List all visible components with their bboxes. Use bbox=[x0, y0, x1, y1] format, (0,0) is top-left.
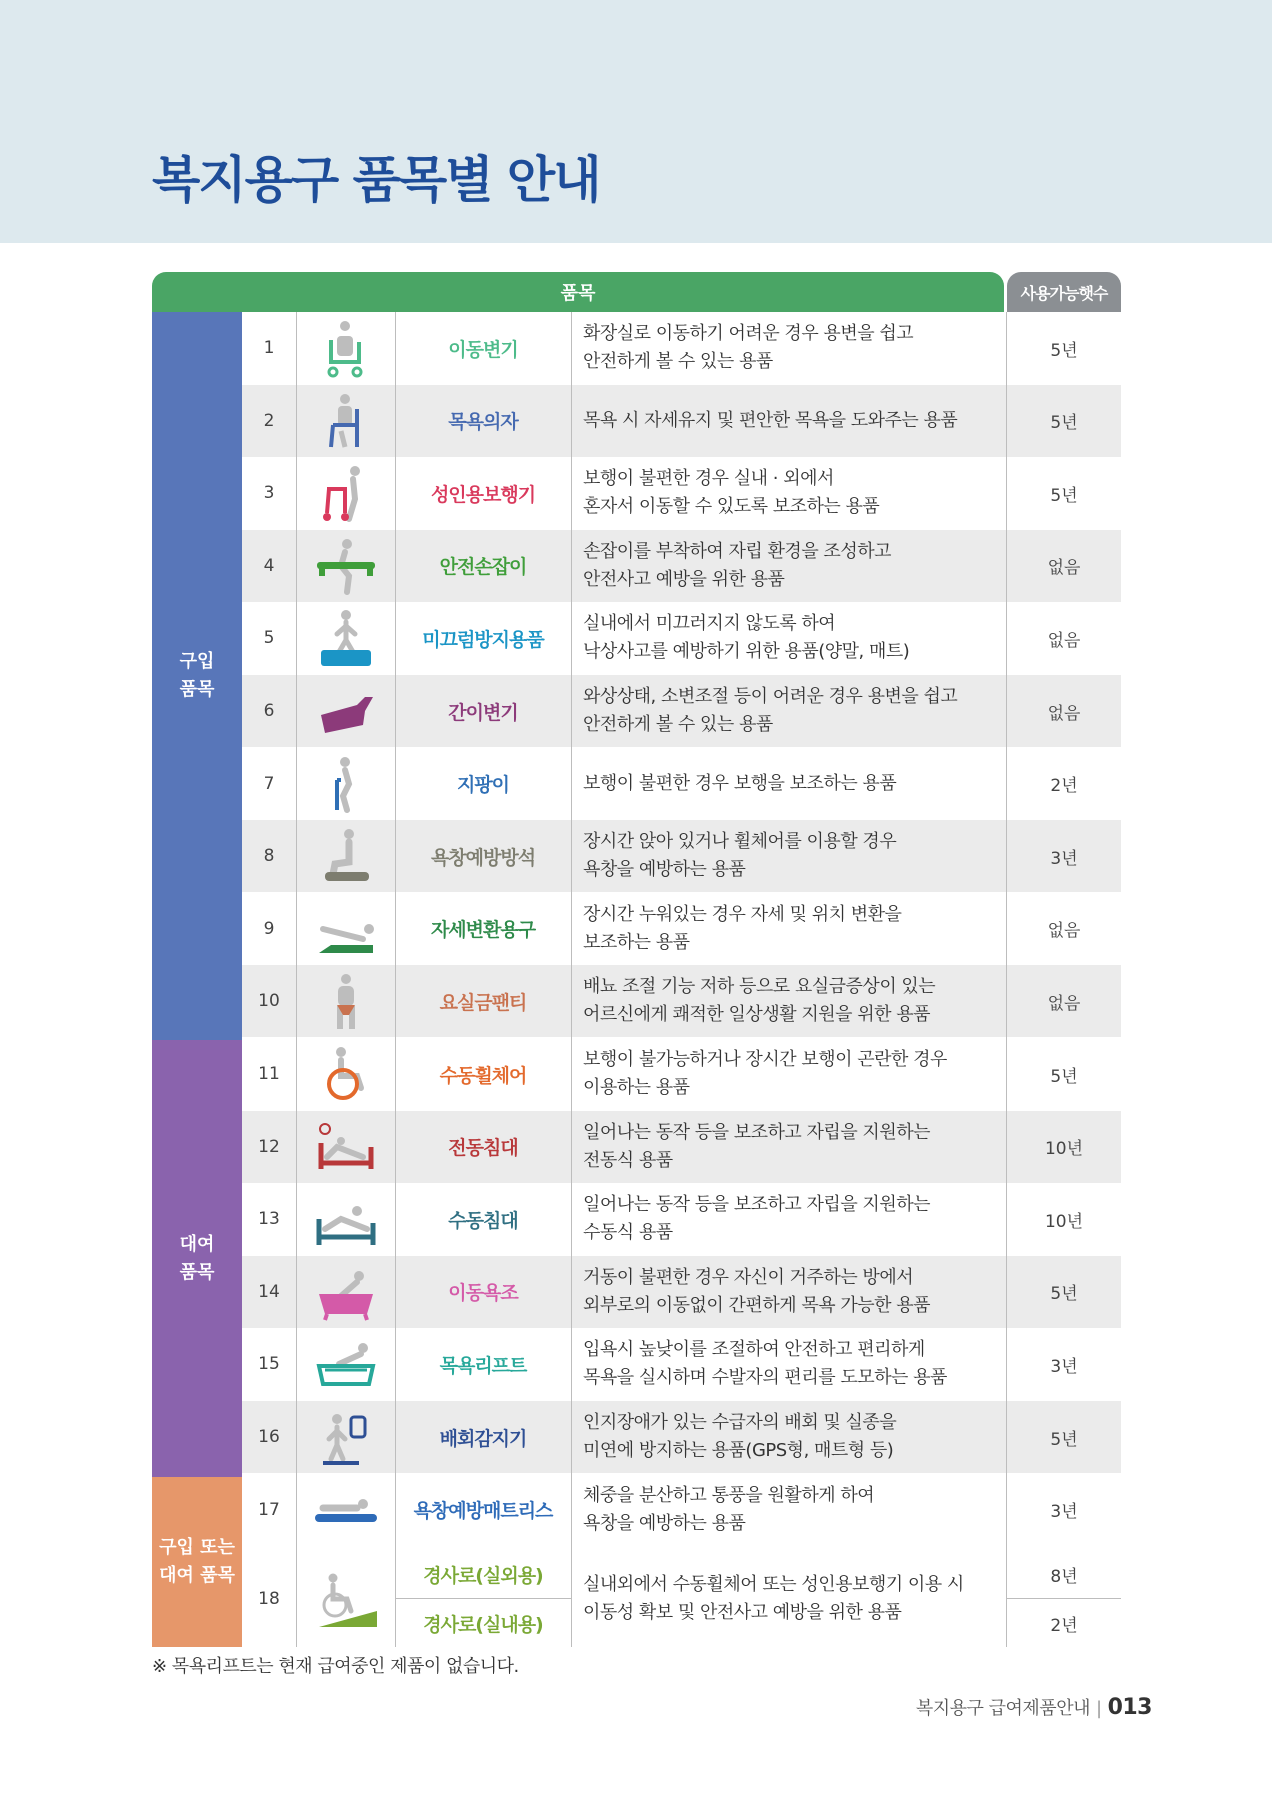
item-name: 간이변기 bbox=[448, 701, 518, 724]
item-name: 미끄럼방지용품 bbox=[422, 628, 544, 651]
item-description bbox=[583, 1328, 1003, 1400]
usable-years: 없음 bbox=[1047, 921, 1081, 942]
anti-slip-mat-icon bbox=[296, 602, 395, 674]
table-row bbox=[242, 1256, 1121, 1328]
cane-icon bbox=[296, 748, 395, 820]
description-line1: 손잡이를 부착하여 자립 환경을 조성하고 bbox=[583, 540, 891, 562]
description-line1: 와상상태, 소변조절 등이 어려운 경우 용변을 쉽고 bbox=[583, 686, 958, 707]
description-line1: 체중을 분산하고 통풍을 원활하게 하여 bbox=[583, 1484, 875, 1506]
description-line1: 거동이 불편한 경우 자신이 거주하는 방에서 bbox=[583, 1266, 914, 1288]
row-number: 4 bbox=[263, 555, 275, 576]
category-label-line1: 구입 bbox=[179, 651, 215, 672]
bath-chair-icon bbox=[296, 385, 395, 457]
item-description bbox=[583, 748, 1003, 820]
table-row bbox=[242, 312, 1121, 384]
table-row bbox=[242, 965, 1121, 1037]
description-line1: 보행이 불편한 경우 보행을 보조하는 용품 bbox=[583, 772, 897, 794]
row-number: 5 bbox=[263, 628, 275, 649]
item-description bbox=[583, 965, 1003, 1037]
bath-lift-icon bbox=[296, 1328, 395, 1400]
ramp-icon bbox=[296, 1550, 395, 1647]
item-description bbox=[583, 1111, 1003, 1183]
category-label-line2: 품목 bbox=[179, 679, 215, 700]
manual-bed-icon bbox=[296, 1183, 395, 1255]
column-header-years: 사용가능햇수 bbox=[1007, 272, 1121, 312]
row-number: 7 bbox=[263, 773, 275, 794]
item-name-ramp-indoor: 경사로(실내용) bbox=[423, 1613, 543, 1636]
description-line2: 이동성 확보 및 안전사고 예방을 위한 용품 bbox=[583, 1601, 902, 1623]
row-number: 16 bbox=[258, 1427, 280, 1447]
table-row bbox=[242, 893, 1121, 965]
table-row bbox=[242, 1183, 1121, 1255]
item-name: 이동변기 bbox=[448, 338, 518, 361]
row-number: 2 bbox=[263, 410, 275, 431]
table-row-18 bbox=[242, 1550, 1121, 1647]
row-number: 12 bbox=[258, 1136, 280, 1157]
row-number: 17 bbox=[258, 1499, 280, 1520]
description-line1: 장시간 누워있는 경우 자세 및 위치 변환을 bbox=[583, 903, 902, 925]
description-line1: 목욕 시 자세유지 및 편안한 목욕을 도와주는 용품 bbox=[583, 409, 958, 431]
item-description bbox=[583, 1550, 1003, 1647]
row-number: 11 bbox=[258, 1064, 280, 1084]
row-number: 13 bbox=[258, 1209, 280, 1230]
footer-label: 복지용구 급여제품안내 bbox=[915, 1698, 1090, 1719]
bathtub-icon bbox=[296, 1256, 395, 1328]
usable-years: 3년 bbox=[1050, 1356, 1078, 1377]
incontinence-pants-icon bbox=[296, 965, 395, 1037]
usable-years: 3년 bbox=[1050, 1502, 1078, 1523]
usable-years: 없음 bbox=[1047, 703, 1081, 724]
divider bbox=[395, 312, 396, 1647]
description-line2: 보조하는 용품 bbox=[583, 931, 690, 953]
description-line2: 혼자서 이동할 수 있도록 보조하는 용품 bbox=[583, 496, 880, 518]
row-number: 10 bbox=[258, 991, 280, 1012]
item-description bbox=[583, 1401, 1003, 1473]
cushion-icon bbox=[296, 820, 395, 892]
usable-years: 3년 bbox=[1050, 848, 1078, 869]
item-name: 목욕리프트 bbox=[439, 1354, 527, 1377]
description-line2: 낙상사고를 예방하기 위한 용품(양말, 매트) bbox=[583, 641, 910, 663]
usable-years: 없음 bbox=[1047, 630, 1081, 651]
years-indoor: 2년 bbox=[1050, 1615, 1078, 1636]
portable-urinal-icon bbox=[296, 675, 395, 747]
safety-handrail-icon bbox=[296, 530, 395, 602]
page-footer bbox=[916, 1694, 1152, 1720]
table-row bbox=[242, 1111, 1121, 1183]
item-description bbox=[583, 530, 1003, 602]
table-row bbox=[242, 602, 1121, 674]
divider bbox=[395, 1598, 571, 1599]
usable-years: 5년 bbox=[1050, 1066, 1078, 1087]
item-name: 수동휠체어 bbox=[439, 1064, 527, 1087]
item-description bbox=[583, 385, 1003, 457]
item-description bbox=[583, 457, 1003, 529]
mattress-icon bbox=[296, 1474, 395, 1546]
table-row bbox=[242, 675, 1121, 747]
table-row bbox=[242, 385, 1121, 457]
row-number: 8 bbox=[263, 846, 275, 867]
item-name: 지팡이 bbox=[456, 774, 510, 797]
row-number: 15 bbox=[258, 1354, 280, 1375]
table-row bbox=[242, 1328, 1121, 1400]
divider bbox=[1007, 1598, 1121, 1599]
description-line2: 어르신에게 쾌적한 일상생활 지원을 위한 용품 bbox=[583, 1004, 930, 1026]
category-label-line1: 대여 bbox=[179, 1233, 215, 1255]
description-line1: 일어나는 동작 등을 보조하고 자립을 지원하는 bbox=[583, 1121, 930, 1143]
electric-bed-icon bbox=[296, 1111, 395, 1183]
commode-chair-icon bbox=[296, 312, 395, 384]
description-line1: 인지장애가 있는 수급자의 배회 및 실종을 bbox=[583, 1412, 897, 1433]
item-name: 안전손잡이 bbox=[439, 556, 527, 579]
item-name: 욕창예방방석 bbox=[430, 846, 536, 869]
usable-years: 2년 bbox=[1050, 776, 1078, 797]
row-number: 14 bbox=[258, 1281, 280, 1302]
usable-years: 5년 bbox=[1050, 1284, 1078, 1305]
description-line2: 안전사고 예방을 위한 용품 bbox=[583, 568, 785, 590]
walker-icon bbox=[296, 457, 395, 529]
description-line1: 화장실로 이동하기 어려운 경우 용변을 쉽고 bbox=[583, 323, 914, 344]
item-description bbox=[583, 675, 1003, 747]
item-name: 목욕의자 bbox=[448, 411, 518, 434]
item-name: 요실금팬티 bbox=[439, 991, 527, 1014]
item-description bbox=[583, 312, 1003, 384]
description-line2: 수동식 용품 bbox=[583, 1222, 673, 1244]
description-line1: 보행이 불편한 경우 실내 · 외에서 bbox=[583, 468, 834, 490]
description-line1: 배뇨 조절 기능 저하 등으로 요실금증상이 있는 bbox=[583, 976, 936, 998]
usable-years: 5년 bbox=[1050, 485, 1078, 506]
item-description bbox=[583, 602, 1003, 674]
description-line1: 입욕시 높낮이를 조절하여 안전하고 편리하게 bbox=[583, 1339, 925, 1361]
divider bbox=[1006, 312, 1007, 1647]
item-description bbox=[583, 893, 1003, 965]
years-outdoor: 8년 bbox=[1050, 1566, 1078, 1587]
table-row bbox=[242, 820, 1121, 892]
positioning-aid-icon bbox=[296, 893, 395, 965]
description-line2: 외부로의 이동없이 간편하게 목욕 가능한 용품 bbox=[583, 1294, 930, 1316]
table-row bbox=[242, 530, 1121, 602]
table-row bbox=[242, 748, 1121, 820]
category-label-line2: 품목 bbox=[179, 1261, 215, 1283]
wandering-detector-icon bbox=[296, 1401, 395, 1473]
category-label-line2: 대여 품목 bbox=[159, 1565, 235, 1586]
table-row bbox=[242, 1401, 1121, 1473]
usable-years: 10년 bbox=[1044, 1211, 1084, 1232]
item-name-ramp-outdoor: 경사로(실외용) bbox=[423, 1564, 543, 1587]
category-purchase-or-rental bbox=[152, 1477, 242, 1647]
description-line2: 전동식 용품 bbox=[583, 1149, 673, 1171]
wheelchair-icon bbox=[296, 1038, 395, 1110]
item-name: 자세변환용구 bbox=[430, 919, 536, 942]
category-rental bbox=[152, 1040, 242, 1477]
item-description bbox=[583, 1038, 1003, 1110]
item-name: 수동침대 bbox=[448, 1209, 518, 1232]
table-row bbox=[242, 1474, 1121, 1546]
item-name: 배회감지기 bbox=[439, 1427, 527, 1450]
item-description bbox=[583, 1256, 1003, 1328]
row-number: 9 bbox=[263, 918, 275, 939]
usable-years: 5년 bbox=[1050, 413, 1078, 434]
item-name: 이동욕조 bbox=[448, 1282, 518, 1305]
item-description bbox=[583, 1474, 1003, 1546]
divider bbox=[571, 312, 572, 1647]
row-number: 1 bbox=[263, 338, 275, 358]
item-description bbox=[583, 1183, 1003, 1255]
item-name: 성인용보행기 bbox=[430, 483, 536, 506]
row-number: 3 bbox=[263, 483, 275, 504]
description-line2: 목욕을 실시하며 수발자의 편리를 도모하는 용품 bbox=[583, 1367, 947, 1389]
row-number: 18 bbox=[258, 1588, 280, 1609]
usable-years: 5년 bbox=[1050, 1429, 1078, 1450]
footnote: ※ 목욕리프트는 현재 급여중인 제품이 없습니다. bbox=[152, 1656, 519, 1677]
category-purchase bbox=[152, 312, 242, 1040]
table-row bbox=[242, 457, 1121, 529]
footer-separator: | bbox=[1095, 1698, 1102, 1719]
item-description bbox=[583, 820, 1003, 892]
column-header-item: 품목 bbox=[152, 272, 1004, 312]
page-title: 복지용구 품목별 안내 bbox=[152, 151, 600, 209]
divider bbox=[296, 312, 297, 1647]
table-row bbox=[242, 1038, 1121, 1110]
page-number: 013 bbox=[1107, 1695, 1152, 1720]
category-label-line1: 구입 또는 bbox=[159, 1537, 235, 1558]
description-line2: 이용하는 용품 bbox=[583, 1077, 690, 1098]
description-line2: 안전하게 볼 수 있는 용품 bbox=[583, 714, 773, 735]
description-line1: 장시간 앉아 있거나 휠체어를 이용할 경우 bbox=[583, 831, 897, 853]
description-line1: 실내외에서 수동휠체어 또는 성인용보행기 이용 시 bbox=[583, 1573, 964, 1595]
usable-years: 5년 bbox=[1050, 340, 1078, 361]
item-name: 전동침대 bbox=[448, 1137, 518, 1160]
usable-years: 10년 bbox=[1044, 1139, 1084, 1160]
item-name: 욕창예방매트리스 bbox=[413, 1500, 553, 1523]
usable-years: 없음 bbox=[1047, 558, 1081, 579]
row-number: 6 bbox=[263, 701, 275, 721]
description-line2: 욕창을 예방하는 용품 bbox=[583, 859, 746, 881]
description-line1: 실내에서 미끄러지지 않도록 하여 bbox=[583, 613, 836, 635]
description-line2: 욕창을 예방하는 용품 bbox=[583, 1512, 746, 1534]
usable-years: 없음 bbox=[1047, 993, 1081, 1014]
description-line2: 안전하게 볼 수 있는 용품 bbox=[583, 351, 773, 372]
description-line1: 일어나는 동작 등을 보조하고 자립을 지원하는 bbox=[583, 1194, 930, 1216]
description-line2: 미연에 방지하는 용품(GPS형, 매트형 등) bbox=[583, 1440, 894, 1461]
description-line1: 보행이 불가능하거나 장시간 보행이 곤란한 경우 bbox=[583, 1049, 947, 1070]
